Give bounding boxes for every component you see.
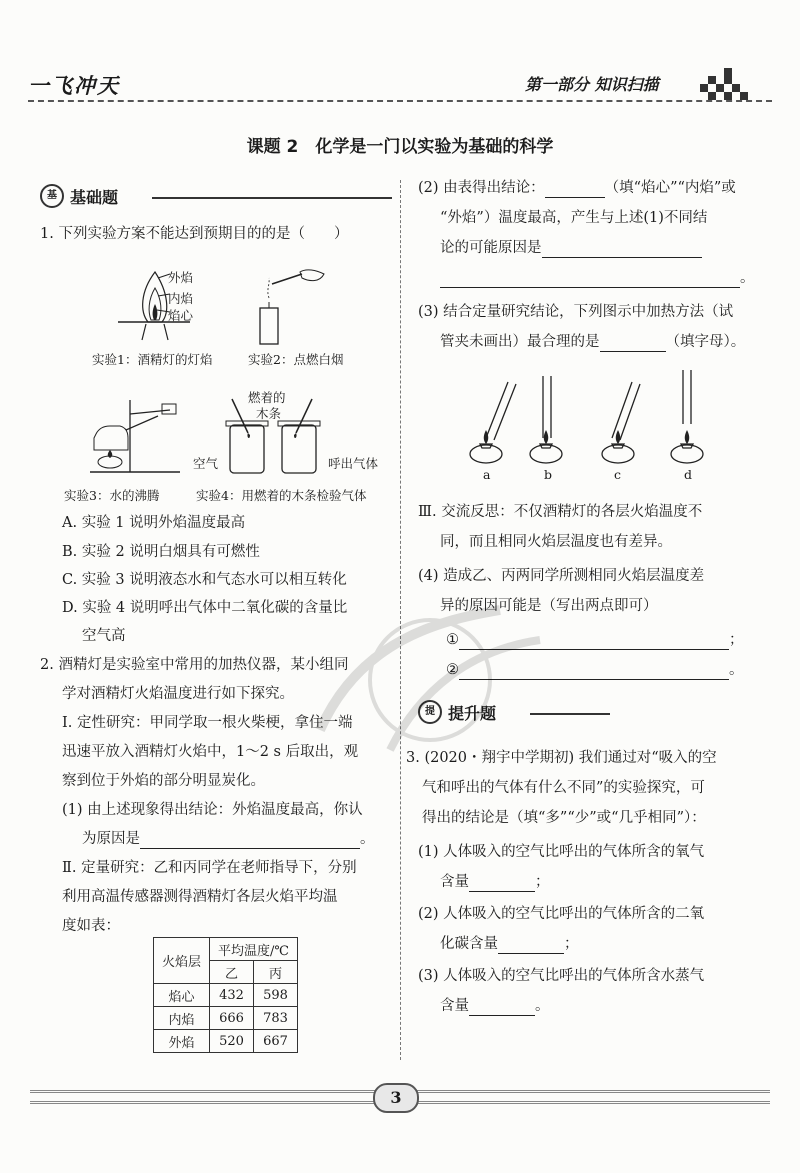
q1-option-d-cont: 空气高 — [82, 628, 126, 644]
answer-blank[interactable] — [469, 1000, 535, 1016]
q2-line: Ⅱ. 定量研究：乙和丙同学在老师指导下，分别 — [62, 860, 357, 876]
reflect-line: Ⅲ. 交流反思：不仅酒精灯的各层火焰温度不 — [418, 504, 703, 520]
q2-line: 察到位于外焰的部分明显炭化。 — [62, 773, 265, 789]
label-air: 空气 — [193, 456, 219, 471]
q3-part1-answer: 含量 ； — [440, 874, 550, 890]
q2-line: 度如表： — [62, 918, 120, 934]
header-rule — [28, 100, 772, 102]
tube-label-c: c — [614, 467, 622, 482]
q3-part3-answer: 含量 。 — [440, 998, 550, 1014]
q1-option-a[interactable]: A. 实验 1 说明外焰温度最高 — [62, 515, 246, 531]
q2-part2: (2) 由表得出结论： （填“焰心”“内焰”或 — [418, 180, 736, 196]
answer-blank[interactable] — [140, 833, 360, 849]
brand-logo: 一飞冲天 — [28, 74, 120, 98]
page-number: 3 — [373, 1083, 419, 1113]
caption-experiment3: 实验3：水的沸腾 — [64, 488, 160, 503]
answer-line-1: ① ； — [446, 632, 744, 648]
tube-label-a: a — [483, 467, 491, 482]
label-outer-flame: 外焰 — [168, 270, 194, 285]
q2-part3: (3) 结合定量研究结论，下列图示中加热方法（试 — [418, 304, 734, 320]
answer-blank[interactable] — [600, 336, 666, 352]
table-row: 外焰 520 667 — [154, 1030, 298, 1053]
q2-part3-line: 管夹未画出）最合理的是 （填字母）。 — [440, 334, 746, 350]
q3-part3: (3) 人体吸入的空气比呼出的气体所含水蒸气 — [418, 968, 705, 984]
tube-label-b: b — [544, 467, 553, 482]
q2-part2-line: 论的可能原因是 — [440, 238, 702, 258]
temperature-table — [153, 937, 298, 1053]
table-row: 内焰 666 783 — [154, 1007, 298, 1030]
q1-option-b[interactable]: B. 实验 2 说明白烟具有可燃性 — [62, 544, 260, 560]
q3-line: 得出的结论是（填“多”“少”或“几乎相同”）： — [422, 810, 706, 826]
table-col-header: 丙 — [254, 961, 298, 984]
heating-methods-figure — [450, 368, 730, 468]
q1-stem: 1. 下列实验方案不能达到预期目的的是（ ） — [40, 226, 349, 242]
q2-line: (1) 由上述现象得出结论：外焰温度最高，你认 — [62, 802, 363, 818]
answer-blank[interactable] — [440, 272, 740, 288]
q3-line: 3. (2020・翔宇中学期初) 我们通过对“吸入的空 — [406, 750, 717, 766]
q1-option-c[interactable]: C. 实验 3 说明液态水和气态水可以相互转化 — [62, 572, 347, 588]
checker-icon — [700, 68, 750, 100]
q2-line: 为原因是 。 — [82, 831, 375, 847]
page-title: 课题 2 化学是一门以实验为基础的科学 — [246, 137, 554, 157]
answer-blank[interactable] — [469, 876, 535, 892]
q2-line: 迅速平放入酒精灯火焰中，1～2 s 后取出，观 — [62, 744, 359, 760]
answer-blank[interactable] — [542, 242, 702, 258]
answer-blank[interactable] — [498, 938, 564, 954]
q3-line: 气和呼出的气体有什么不同”的实验探究，可 — [422, 780, 705, 796]
table-corner: 火焰层 — [154, 938, 210, 984]
q2-part4-line: 异的原因可能是（写出两点即可） — [440, 598, 658, 614]
label-flame-core: 焰心 — [168, 308, 194, 323]
label-exhaled-gas: 呼出气体 — [328, 456, 379, 471]
table-row: 焰心 432 598 — [154, 984, 298, 1007]
caption-experiment2: 实验2：点燃白烟 — [248, 352, 344, 367]
basic-badge: 基 — [40, 184, 64, 208]
q2-part4: (4) 造成乙、丙两同学所测相同火焰层温度差 — [418, 568, 705, 584]
caption-experiment4: 实验4：用燃着的木条检验气体 — [196, 488, 367, 503]
q2-line: Ⅰ. 定性研究：甲同学取一根火柴梗，拿住一端 — [62, 715, 353, 731]
label-burning-stick: 燃着的 — [248, 390, 286, 405]
q2-line: 利用高温传感器测得酒精灯各层火焰平均温 — [62, 889, 338, 905]
advanced-badge: 提 — [418, 700, 442, 724]
q3-part2: (2) 人体吸入的空气比呼出的气体所含的二氧 — [418, 906, 705, 922]
q1-option-d[interactable]: D. 实验 4 说明呼出气体中二氧化碳的含量比 — [62, 600, 348, 616]
table-group-header: 平均温度/℃ — [210, 938, 298, 961]
experiment3-figure — [80, 390, 190, 480]
q2-line: 2. 酒精灯是实验室中常用的加热仪器，某小组同 — [40, 657, 349, 673]
q2-part2-line: 。 — [440, 268, 755, 288]
experiment1-figure — [110, 262, 220, 342]
answer-blank[interactable] — [545, 182, 605, 198]
q3-part2-answer: 化碳含量 ； — [440, 936, 579, 952]
watermark-logo — [300, 580, 580, 780]
section-basic-label: 基础题 — [70, 188, 119, 207]
section-advanced-label: 提升题 — [448, 704, 497, 723]
label-stick: 木条 — [256, 406, 282, 421]
q3-part1: (1) 人体吸入的空气比呼出的气体所含的氧气 — [418, 844, 705, 860]
q2-part2-line: “外焰”）温度最高，产生与上述(1)不同结 — [440, 210, 708, 226]
section-basic — [40, 184, 395, 210]
reflect-line: 同，而且相同火焰层温度也有差异。 — [440, 534, 672, 550]
label-inner-flame: 内焰 — [168, 291, 194, 306]
table-col-header: 乙 — [210, 961, 254, 984]
q2-line: 学对酒精灯火焰温度进行如下探究。 — [62, 686, 294, 702]
experiment2-figure — [240, 268, 330, 348]
tube-label-d: d — [684, 467, 693, 482]
part-title: 第一部分 知识扫描 — [525, 75, 659, 94]
caption-experiment1: 实验1：酒精灯的灯焰 — [92, 352, 213, 367]
answer-line-2: ② 。 — [446, 662, 744, 678]
